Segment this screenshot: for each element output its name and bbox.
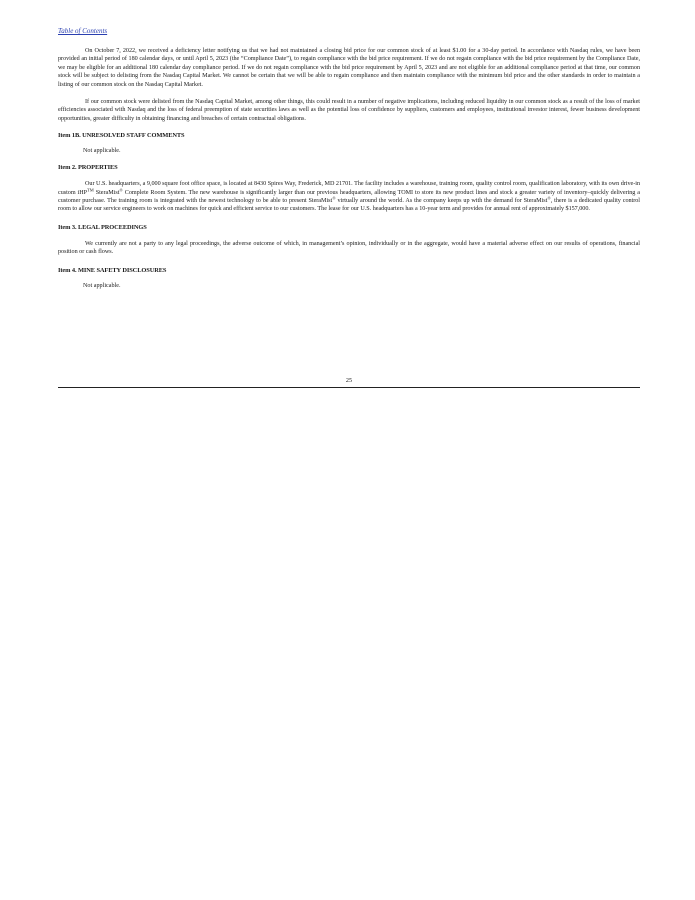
- properties-text-part-2: SteraMist: [93, 189, 120, 196]
- delisting-implications-paragraph: If our common stock were delisted from the Nasdaq Capital Market, among other things, this could result in a number of negative implications, including reduced liquidity in our common stock as a result of the loss of market efficiencies associated with Nasdaq and the loss of federal preemption of state securities laws as well as the potential loss of confidence by suppliers, customers and employees, institutional investor interest, fewer business development opportunities, greater difficulty in obtaining financing and breaches of certain contractual obligations.: [58, 99, 640, 122]
- item-4-text: Not applicable.: [83, 282, 121, 289]
- item-1b-heading: Item 1B. UNRESOLVED STAFF COMMENTS: [58, 132, 185, 140]
- properties-text-part-5: , there is a dedicated quality control room to allow our service engineers to work on machines for quick and efficient service to our customers. The lease for our U.S. headquarters has a 10-year term and provides for annual rent of approximately $157,000.: [58, 198, 640, 213]
- item-3-heading: Item 3. LEGAL PROCEEDINGS: [58, 223, 147, 231]
- item-1b-text: Not applicable.: [83, 148, 121, 155]
- item-2-heading: Item 2. PROPERTIES: [58, 164, 118, 172]
- registered-mark: ®: [119, 187, 123, 193]
- table-of-contents-link[interactable]: Table of Contents: [58, 27, 108, 35]
- deficiency-letter-paragraph: On October 7, 2022, we received a deficiency letter notifying us that we had not maintained a closing bid price for our common stock of at least $1.00 for a 30-day period. In accordance with Nasdaq rules, we have been provided an initial period of 180 calendar days, or until April 5, 2023 (the “Compliance Date”), to regain compliance with the bid price requirement. If we do not regain compliance with the bid price requirement by the Compliance Date, we may be eligible for an additional 180 calendar day compliance period. If we do not regain compliance with the bid price requirement by April 5, 2023 and are not eligible for an additional compliance period at that time, our common stock will be subject to delisting from the Nasdaq Capital Market. We cannot be certain that we will be able to regain compliance and then maintain compliance with the minimum bid price and the other standards in order to maintain a listing of our common stock on the Nasdaq Capital Market.: [58, 48, 640, 88]
- properties-text-part-3: Complete Room System. The new warehouse is significantly larger than our previous headquarters, allowing TOMI to store its new product lines and stock a greater variety of inventory–quickly delivering a customer purchase. The training room is integrated with the newest technology to be able to present SteraMist: [58, 189, 640, 205]
- trademark-mark: TM: [87, 187, 94, 193]
- item-4-heading: Item 4. MINE SAFETY DISCLOSURES: [58, 266, 167, 274]
- page-bottom-rule: [58, 387, 640, 388]
- properties-text-part-1: Our U.S. headquarters, a 9,000 square foot office space, is located at 8430 Spires Way, Frederick, MD 21701. The facility includes a warehouse, training room, quality control room, qualification laboratory, with its own drive-in custom iHP: [58, 181, 640, 196]
- properties-paragraph: [58, 180, 640, 214]
- registered-mark: ®: [547, 195, 551, 201]
- page-number: 25: [345, 378, 353, 384]
- registered-mark: ®: [332, 195, 336, 201]
- legal-proceedings-paragraph: We currently are not a party to any legal proceedings, the adverse outcome of which, in management’s opinion, individually or in the aggregate, would have a material adverse effect on our results of operations, financial position or cash flows.: [58, 240, 640, 256]
- document-page: [58, 20, 640, 384]
- properties-text-part-4: virtually around the world. As the company keeps up with the demand for SteraMist: [335, 198, 548, 205]
